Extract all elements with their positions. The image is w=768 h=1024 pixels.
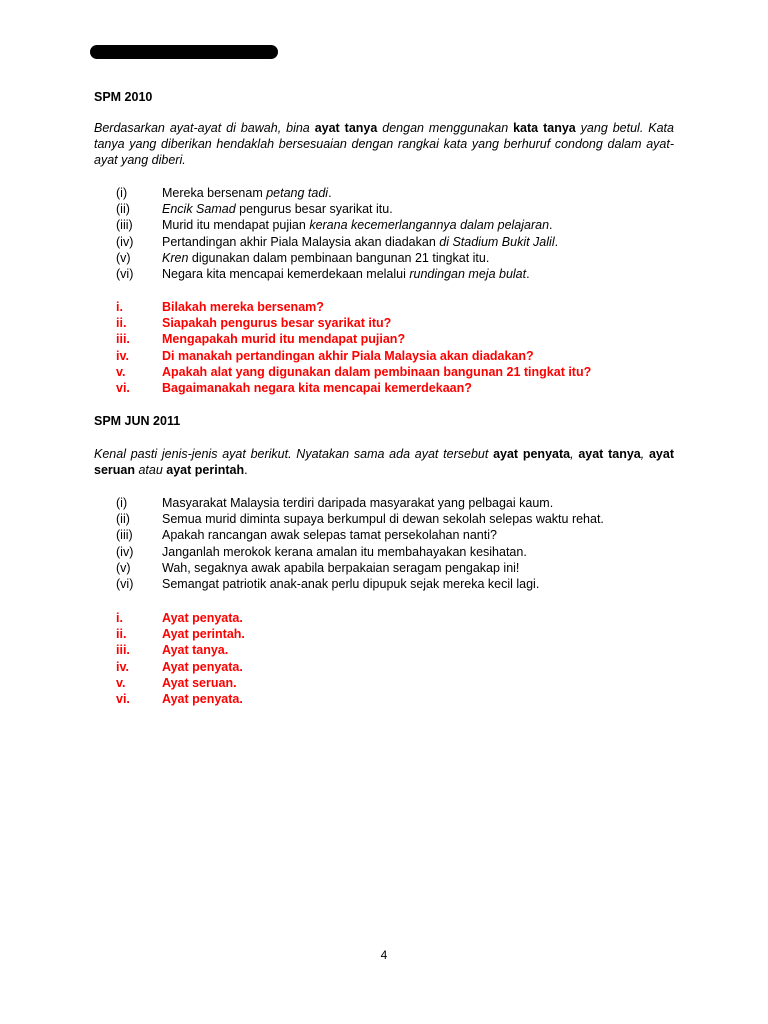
answer-text: Di manakah pertandingan akhir Piala Malaysia akan diadakan? [162, 348, 534, 363]
answer-text: Apakah alat yang digunakan dalam pembinaan bangunan 21 tingkat itu? [162, 364, 592, 379]
answer-number: vi. [116, 691, 130, 706]
question-number: (i) [116, 496, 128, 510]
instruction-spm-2010 [94, 120, 674, 169]
page-number: 4 [380, 948, 388, 962]
question-text: Kren digunakan dalam pembinaan bangunan 21 tingkat itu. [162, 250, 490, 265]
instruction-bold: ayat penyata [493, 447, 571, 461]
question-text: Mereka bersenam petang tadi. [162, 186, 332, 200]
question-number: (iv) [116, 234, 134, 249]
answer-number: iii. [116, 643, 130, 658]
instruction-bold: ayat perintah [166, 463, 245, 478]
answer-text: Siapakah pengurus besar syarikat itu? [162, 316, 392, 331]
question-list-spm-2010 [94, 185, 694, 282]
question-row [94, 185, 694, 201]
question-text: Pertandingan akhir Piala Malaysia akan diadakan di Stadium Bukit Jalil. [162, 234, 559, 249]
question-number: (v) [116, 560, 131, 575]
answer-row [94, 331, 694, 347]
answer-number: vi. [116, 380, 130, 395]
question-number: (ii) [116, 512, 130, 527]
answer-number: ii. [116, 316, 127, 331]
question-row [94, 560, 694, 576]
answer-text: Ayat penyata. [162, 659, 243, 674]
question-text: Apakah rancangan awak selepas tamat persekolahan nanti? [162, 528, 497, 543]
question-text: Janganlah merokok kerana amalan itu membahayakan kesihatan. [162, 544, 527, 559]
answer-list-spm-jun-2011 [94, 610, 694, 707]
answer-row [94, 691, 694, 707]
instruction-text: dengan menggunakan [377, 121, 514, 135]
instruction-text: . [244, 463, 248, 478]
question-number: (i) [116, 186, 128, 200]
answer-list-spm-2010 [94, 299, 694, 396]
question-number: (v) [116, 250, 131, 265]
answer-text: Ayat penyata. [162, 691, 243, 706]
answer-number: v. [116, 364, 126, 379]
answer-number: iii. [116, 332, 130, 347]
question-number: (iii) [116, 528, 133, 543]
answer-number: ii. [116, 627, 127, 642]
answer-text: Bilakah mereka bersenam? [162, 300, 324, 314]
section-heading-spm-2010: SPM 2010 [94, 90, 153, 104]
question-row [94, 576, 694, 592]
answer-number: i. [116, 611, 123, 625]
answer-row [94, 610, 694, 626]
answer-row [94, 299, 694, 315]
question-row [94, 266, 694, 282]
instruction-text: , [570, 447, 579, 461]
question-row [94, 250, 694, 266]
answer-row [94, 675, 694, 691]
question-text: Negara kita mencapai kemerdekaan melalui rundingan meja bulat. [162, 266, 530, 281]
answer-text: Mengapakah murid itu mendapat pujian? [162, 332, 406, 347]
answer-text: Bagaimanakah negara kita mencapai kemerdekaan? [162, 380, 472, 395]
question-list-spm-jun-2011 [94, 495, 694, 592]
instruction-bold: ayat tanya [314, 121, 378, 135]
question-text: Murid itu mendapat pujian kerana kecemerlangannya dalam pelajaran. [162, 218, 553, 233]
instruction-spm-jun-2011 [94, 446, 674, 478]
question-row [94, 495, 694, 511]
question-text: Semangat patriotik anak-anak perlu dipupuk sejak mereka kecil lagi. [162, 576, 540, 591]
question-row [94, 201, 694, 217]
instruction-text: atau [135, 463, 167, 478]
question-row [94, 217, 694, 233]
question-number: (ii) [116, 202, 130, 217]
question-text: Semua murid diminta supaya berkumpul di dewan sekolah selepas waktu rehat. [162, 512, 604, 527]
answer-row [94, 659, 694, 675]
instruction-bold: kata tanya [513, 121, 576, 135]
question-number: (iii) [116, 218, 133, 233]
question-row [94, 527, 694, 543]
section-heading-spm-jun-2011: SPM JUN 2011 [94, 414, 181, 428]
question-row [94, 544, 694, 560]
answer-text: Ayat penyata. [162, 611, 243, 625]
answer-row [94, 364, 694, 380]
instruction-text: yang betul. Kata tanya yang diberikan hendaklah bersesuaian dengan rangkai kata yang berhuruf condong dalam ayat-ayat yang diberi. [94, 121, 674, 168]
question-row [94, 511, 694, 527]
answer-row [94, 642, 694, 658]
answer-number: i. [116, 300, 123, 314]
question-number: (vi) [116, 576, 134, 591]
redaction-bar [90, 45, 278, 59]
question-text: Wah, segaknya awak apabila berpakaian seragam pengakap ini! [162, 560, 520, 575]
instruction-bold: ayat tanya [578, 447, 641, 461]
question-row [94, 234, 694, 250]
answer-number: iv. [116, 659, 129, 674]
question-text: Masyarakat Malaysia terdiri daripada masyarakat yang pelbagai kaum. [162, 496, 554, 510]
instruction-text: Kenal pasti jenis-jenis ayat berikut. Nyatakan sama ada ayat tersebut [94, 447, 494, 461]
instruction-text: , [640, 447, 649, 461]
answer-text: Ayat perintah. [162, 627, 245, 642]
answer-row [94, 380, 694, 396]
question-text: Encik Samad pengurus besar syarikat itu. [162, 202, 393, 217]
answer-row [94, 348, 694, 364]
question-number: (vi) [116, 266, 134, 281]
answer-row [94, 315, 694, 331]
answer-row [94, 626, 694, 642]
answer-text: Ayat seruan. [162, 675, 237, 690]
answer-number: v. [116, 675, 126, 690]
instruction-text: Berdasarkan ayat-ayat di bawah, bina [94, 121, 315, 135]
answer-text: Ayat tanya. [162, 643, 229, 658]
question-number: (iv) [116, 544, 134, 559]
answer-number: iv. [116, 348, 129, 363]
instruction-bold: ayat seruan [94, 447, 675, 478]
